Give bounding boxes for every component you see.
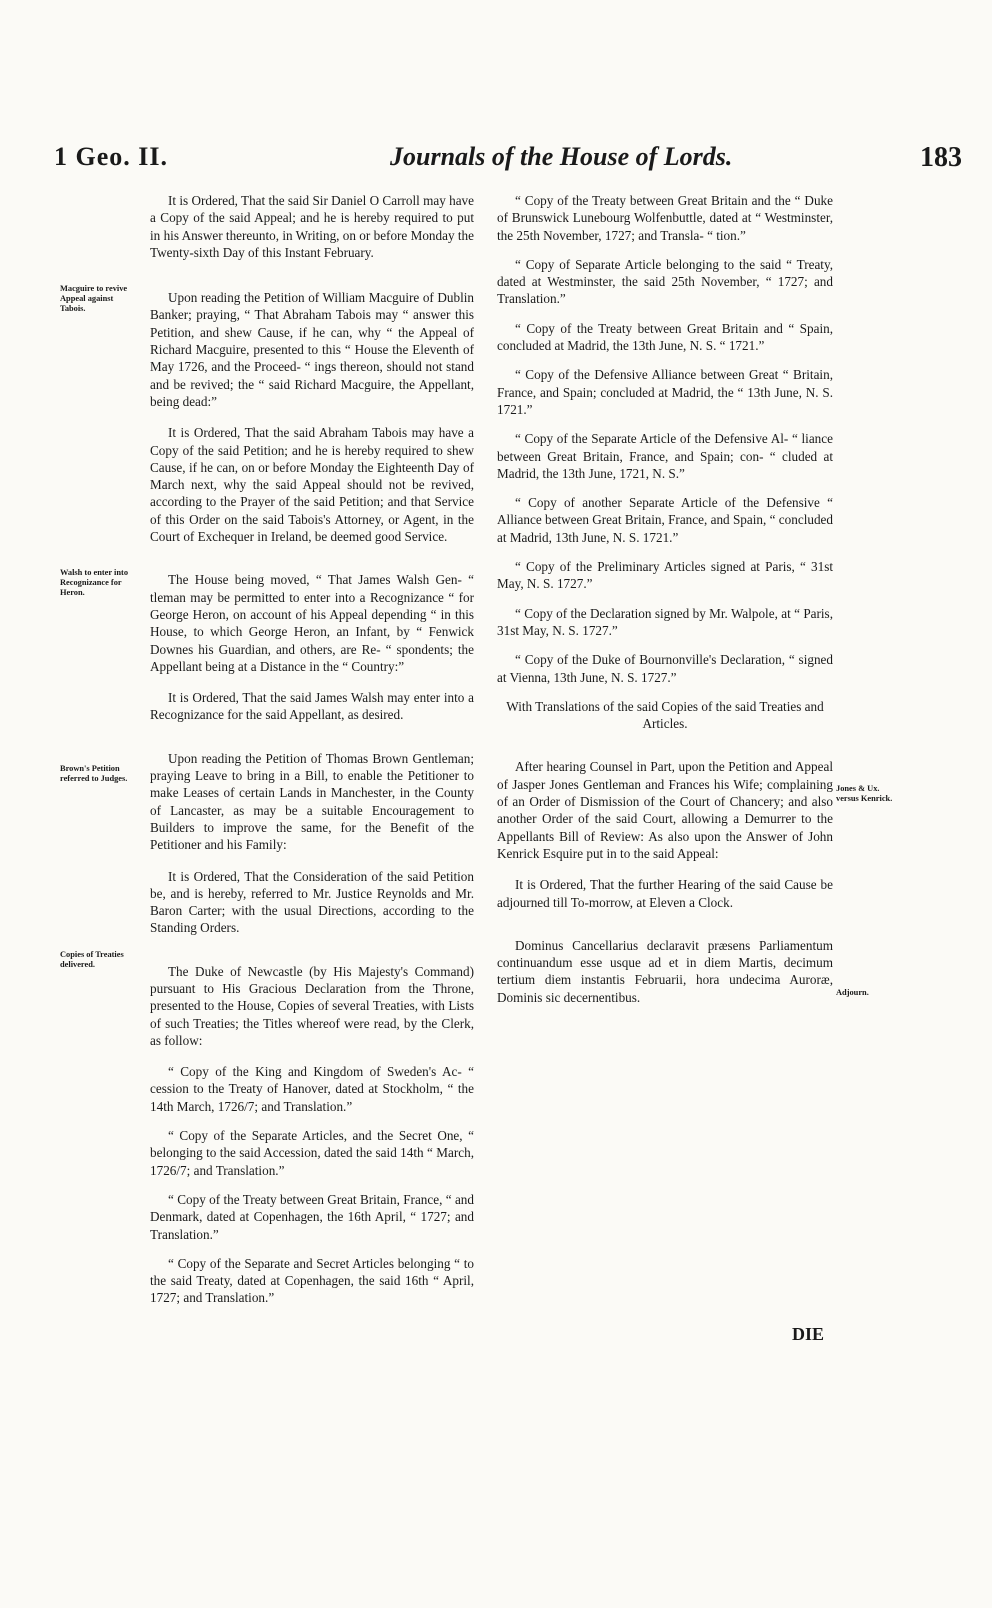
right-column bbox=[497, 192, 833, 1020]
order-para: It is Ordered, That the said Abraham Tabois may have a Copy of the said Petition; and he is hereby required to shew Cause, if he can, on or before Monday the Eighteenth Day of March next, why the said Appeal should not be revived, according to the Prayer of the said Petition; and that Service of this Order on the said Tabois's Attorney, or Agent, in the Court of Exchequer in Ireland, be deemed good Service. bbox=[150, 425, 474, 545]
treaty-title: “ Copy of the Treaty between Great Britain and the “ Duke of Brunswick Lunebourg Wolfenbuttle, dated at “ Westminster, the 25th November, 1727; and Transla- “ tion.” bbox=[497, 193, 833, 243]
left-column bbox=[150, 192, 474, 1319]
page-number: 183 bbox=[920, 142, 962, 173]
petition-para: Upon reading the Petition of William Macguire of Dublin Banker; praying, “ That Abraham Tabois may “ answer this Petition, and shew Cause, if he can, why “ the Appeal of Richard Macguire, presented to this “ House the Eleventh of May 1726, and the Proceed- “ ings thereon, should not stand and be revived; the “ said Richard Macguire, the Appellant, being dead:” bbox=[150, 290, 474, 409]
margin-note: Adjourn. bbox=[836, 988, 869, 997]
page-header bbox=[40, 138, 972, 178]
margin-note: Jones & Ux. versus Kenrick. bbox=[836, 784, 893, 803]
journal-title: Journals of the House of Lords. bbox=[390, 142, 733, 171]
treaty-title: “ Copy of the Duke of Bournonville's Declaration, “ signed at Vienna, 13th June, N. S. 1727.” bbox=[497, 652, 833, 685]
order-para: It is Ordered, That the said Sir Daniel O Carroll may have a Copy of the said Appeal; and he is hereby required to put in his Answer thereunto, in Writing, on or before Monday the Twenty-sixth Day of this Instant February. bbox=[150, 193, 474, 260]
regnal-year: 1 Geo. II. bbox=[54, 142, 168, 171]
treaties-para: The Duke of Newcastle (by His Majesty's Command) pursuant to His Gracious Declaration from the Throne, presented to the House, Copies of several Treaties, with Lists of such Treaties; the Titles whereof were read, by the Clerk, as follow: bbox=[150, 963, 474, 1048]
motion-para: The House being moved, “ That James Walsh Gen- “ tleman may be permitted to enter into a Recognizance “ for George Heron, on account of his Appeal depending “ in this House, to which George Heron, an Infant, by “ Fenwick Downes his Guardian, and others, are Re- “ spondents; the Appellant being at a Distance in the “ Country:” bbox=[150, 572, 474, 674]
adjournment-para: Dominus Cancellarius declaravit præsens Parliamentum continuandum esse usque ad et in diem Martis, decimum tertium diem instantis Februarii, hora undecima Auroræ, Dominis sic decernentibus. bbox=[497, 937, 833, 1005]
translations-note: With Translations of the said Copies of the said Treaties and Articles. bbox=[506, 698, 824, 732]
margin-note: Copies of Treaties delivered. bbox=[60, 950, 124, 969]
order-para: It is Ordered, That the said James Walsh may enter into a Recognizance for the said Appellant, as desired. bbox=[150, 690, 474, 723]
treaty-title: “ Copy of the Separate Articles, and the Secret One, “ belonging to the said Accession, dated the said 14th “ March, 1726/7; and Translation.” bbox=[150, 1128, 474, 1178]
treaty-title: “ Copy of the Treaty between Great Britain, France, “ and Denmark, dated at Copenhagen, the 16th April, “ 1727; and Translation.” bbox=[150, 1191, 474, 1242]
treaty-title: “ Copy of another Separate Article of the Defensive “ Alliance between Great Britain, France, and Spain, “ concluded at Madrid, 13th June, N. S. 1721.” bbox=[497, 495, 833, 545]
treaty-title: “ Copy of the Declaration signed by Mr. Walpole, at “ Paris, 31st May, N. S. 1727.” bbox=[497, 605, 833, 638]
treaty-title: “ Copy of the Treaty between Great Britain and “ Spain, concluded at Madrid, the 13th June, N. S. “ 1721.” bbox=[497, 320, 833, 354]
treaty-title: “ Copy of the King and Kingdom of Sweden's Ac- “ cession to the Treaty of Hanover, dated at Stockholm, “ the 14th March, 1726/7; and Translation.” bbox=[150, 1064, 474, 1114]
margin-note: Walsh to enter into Recognizance for Heron. bbox=[60, 568, 129, 597]
treaty-title: “ Copy of the Separate Article of the Defensive Al- “ liance between Great Britain, France, and Spain; con- “ cluded at Madrid, the 13th June, 1721, N. S.” bbox=[497, 431, 833, 481]
order-para: It is Ordered, That the further Hearing of the said Cause be adjourned till To-morrow, at Eleven a Clock. bbox=[497, 877, 833, 910]
treaty-title: “ Copy of Separate Article belonging to the said “ Treaty, dated at Westminster, the said 25th November, “ 1727; and Translation.” bbox=[497, 256, 833, 307]
margin-note: Macguire to revive Appeal against Tabois. bbox=[60, 284, 128, 313]
petition-para: Upon reading the Petition of Thomas Brown Gentleman; praying Leave to bring in a Bill, to enable the Petitioner to make Leases of certain Lands in Manchester, in the County of Lancaster, as may be a suitable Encouragement to Builders to improve the same, for the Benefit of the Petitioner and his Family: bbox=[150, 750, 474, 853]
treaty-title: “ Copy of the Separate and Secret Articles belonging “ to the said Treaty, dated at Copenhagen, the said 16th “ April, 1727; and Translation.” bbox=[150, 1255, 474, 1306]
hearing-para: After hearing Counsel in Part, upon the Petition and Appeal of Jasper Jones Gentleman and Frances his Wife; complaining of an Order of Dismission of the Court of Chancery; and also another Order of the said Court, allowing a Demurrer to the Appellants Bill of Review: As also upon the Answer of John Kenrick Esquire put in to the said Appeal: bbox=[497, 759, 833, 861]
treaty-title: “ Copy of the Preliminary Articles signed at Paris, “ 31st May, N. S. 1727.” bbox=[497, 559, 833, 592]
treaty-title: “ Copy of the Defensive Alliance between Great “ Britain, France, and Spain; concluded at Madrid, the “ 13th June, N. S. 1721.” bbox=[497, 367, 833, 417]
margin-note: Brown's Petition referred to Judges. bbox=[60, 764, 128, 783]
catchword: DIE bbox=[792, 1324, 825, 1344]
order-para: It is Ordered, That the Consideration of the said Petition be, and is hereby, referred to Mr. Justice Reynolds and Mr. Baron Carter; with the usual Directions, according to the Standing Orders. bbox=[150, 868, 474, 936]
